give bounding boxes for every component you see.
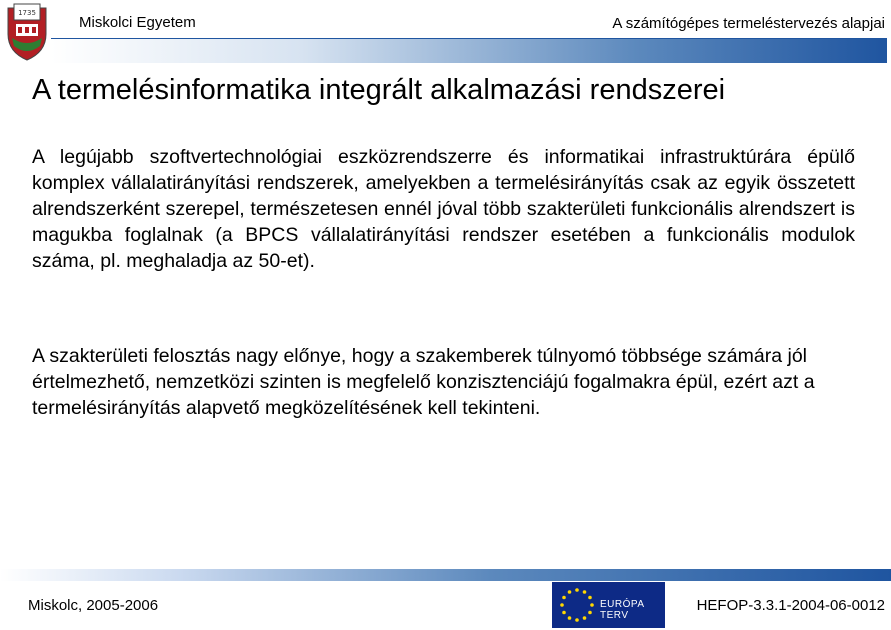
- eu-star: [590, 603, 594, 607]
- body-paragraph-1: A legújabb szoftvertechnológiai eszközrendszerre és informatikai infrastruktúrára épülő komplex vállalatirányítási rendszerek, amelyekben a termelésirányítás csak az egyik összetett alrendszerként szerepel, természetesen ennél jóval több szakterületi funkcionális alrendszert is magukba foglalnak (a BPCS vállalatirányítási rendszer esetében a funkcionális modulok száma, pl. meghaladja az 50-et).: [32, 146, 855, 272]
- eu-star: [588, 611, 592, 615]
- eu-star: [583, 590, 587, 594]
- eu-logo: [552, 582, 665, 628]
- university-crest-icon: [4, 0, 50, 62]
- eu-logo-label: EURÓPA TERV: [600, 599, 644, 621]
- eu-star: [575, 588, 579, 592]
- header-divider: [51, 38, 887, 63]
- course-title: A számítógépes termeléstervezés alapjai: [612, 15, 885, 32]
- eu-star: [562, 596, 566, 600]
- body-paragraph-2: A szakterületi felosztás nagy előnye, hogy a szakemberek túlnyomó többsége számára jól értelmezhető, nemzetközi szinten is megfelelő konzisztenciájú fogalmakra épül, ezért azt a termelésirányítás alapvető megközelítésének kell tekinteni.: [32, 345, 815, 419]
- eu-star: [560, 603, 564, 607]
- slide-title: A termelésinformatika integrált alkalmazási rendszerei: [32, 74, 726, 106]
- eu-star: [575, 618, 579, 622]
- eu-star: [588, 596, 592, 600]
- eu-stars-icon: [554, 582, 600, 628]
- footer-divider: [0, 569, 891, 581]
- svg-text:1735: 1735: [18, 9, 36, 17]
- eu-star: [568, 616, 572, 620]
- project-code: HEFOP-3.3.1-2004-06-0012: [696, 597, 885, 614]
- eu-star: [562, 611, 566, 615]
- eu-star: [583, 616, 587, 620]
- eu-star: [568, 590, 572, 594]
- university-name: Miskolci Egyetem: [79, 14, 196, 31]
- footer-place-date: Miskolc, 2005-2006: [28, 597, 159, 614]
